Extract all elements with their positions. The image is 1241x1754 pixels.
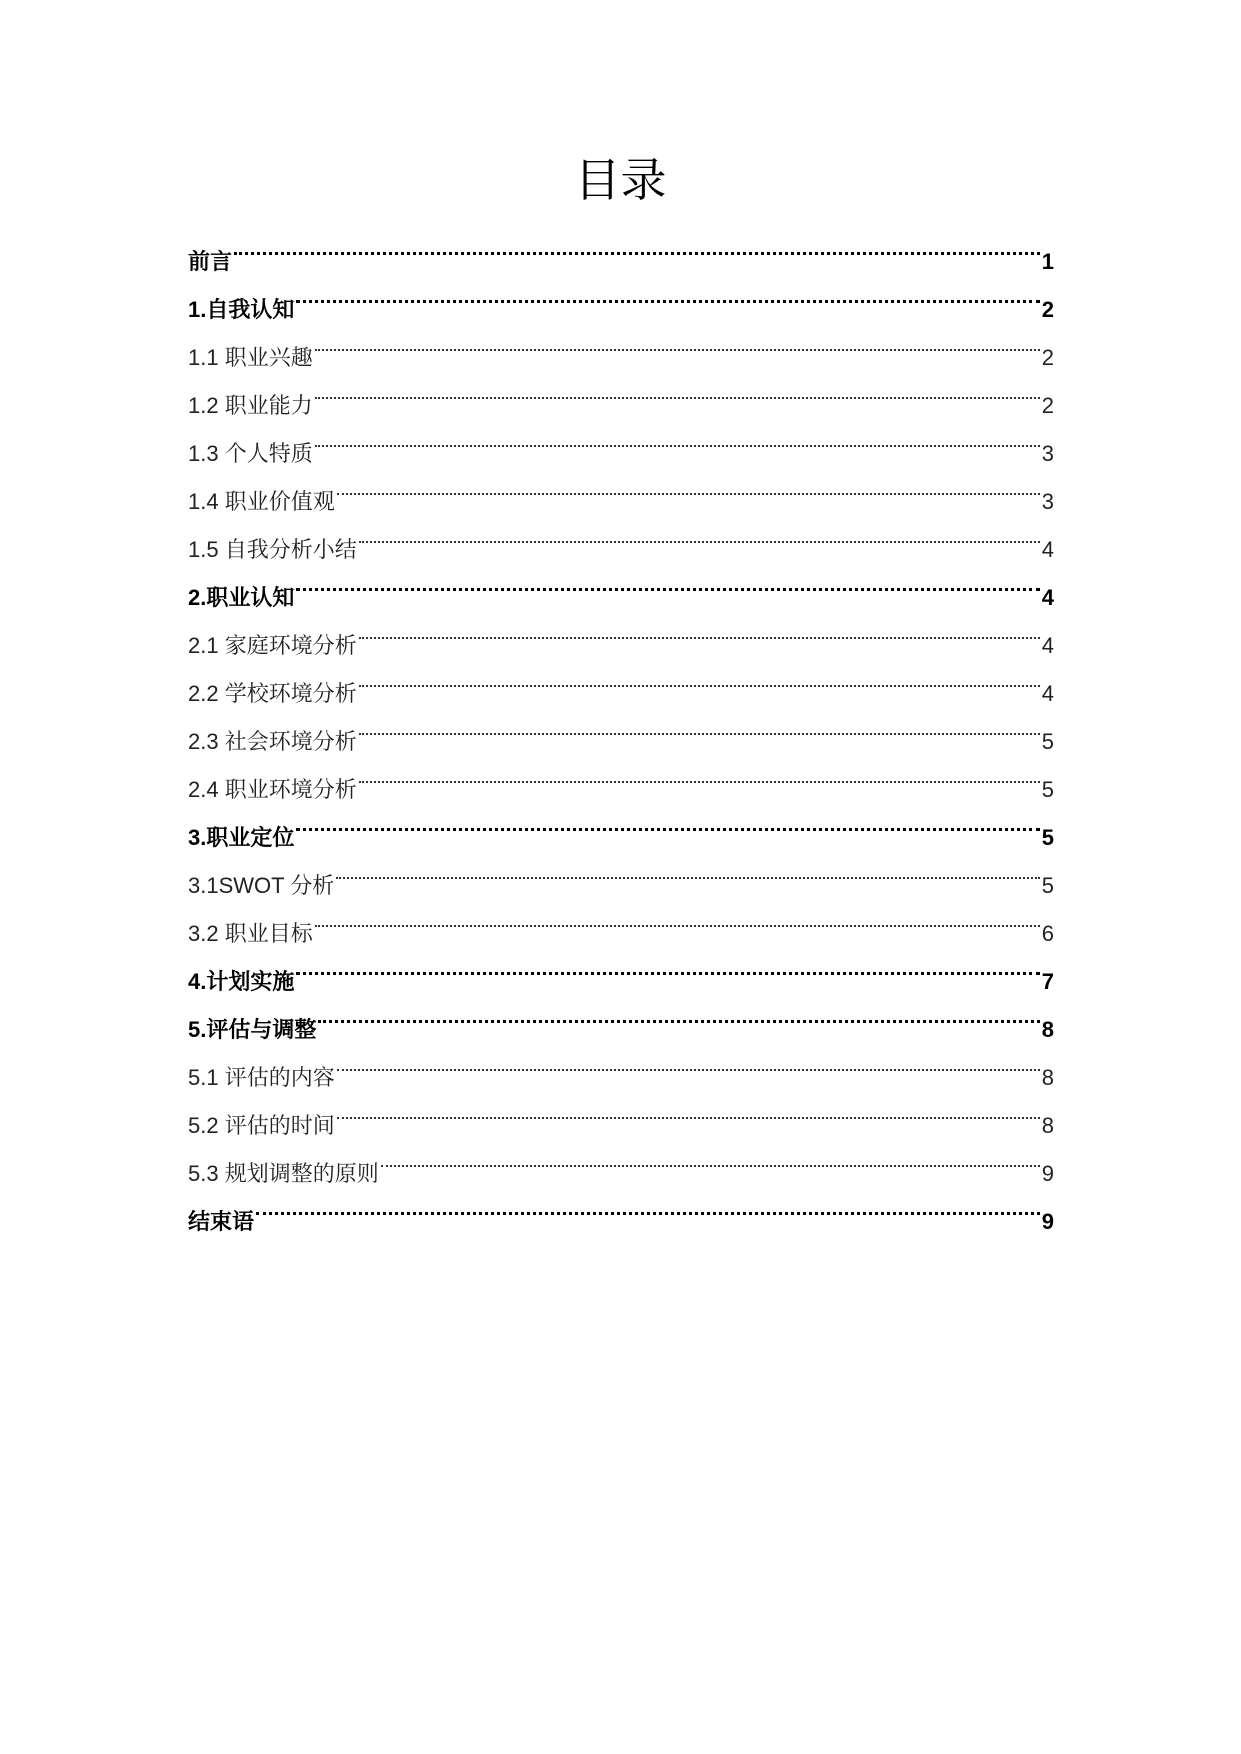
dot-leader (359, 749, 1040, 797)
toc-entry[interactable] (188, 365, 1054, 418)
dot-leader (359, 509, 1040, 557)
toc-entry[interactable] (188, 893, 1054, 946)
toc-entry[interactable] (188, 221, 1054, 274)
toc-entry-page-number: 6 (1041, 921, 1054, 946)
dot-leader (318, 989, 1039, 1037)
toc-entry-page-number: 8 (1041, 1017, 1054, 1042)
dot-leader (381, 1133, 1040, 1181)
toc-entry-label: 1.1 职业兴趣 (188, 345, 313, 370)
toc-entry-label: 2.3 社会环境分析 (188, 729, 357, 754)
toc-entry-page-number: 4 (1041, 681, 1054, 706)
toc-entry[interactable] (188, 1181, 1054, 1234)
toc-entry-page-number: 5 (1041, 729, 1054, 754)
dot-leader (296, 269, 1039, 317)
toc-entry-label: 1.5 自我分析小结 (188, 537, 357, 562)
toc-entry-label: 4.计划实施 (188, 969, 295, 994)
dot-leader (296, 941, 1039, 989)
toc-entry-page-number: 3 (1041, 489, 1054, 514)
toc-entry-page-number: 8 (1041, 1113, 1054, 1138)
dot-leader (359, 653, 1040, 701)
dot-leader (256, 1181, 1040, 1229)
dot-leader (337, 1037, 1040, 1085)
toc-entry-label: 前言 (188, 249, 233, 274)
toc-entry-page-number: 2 (1041, 297, 1054, 322)
dot-leader (296, 557, 1039, 605)
toc-entry[interactable] (188, 1037, 1054, 1090)
toc-entry[interactable] (188, 941, 1054, 994)
dot-leader (336, 845, 1039, 893)
toc-entry[interactable] (188, 269, 1054, 322)
toc-entry-label: 2.职业认知 (188, 585, 295, 610)
toc-entry-page-number: 5 (1041, 825, 1054, 850)
toc-entry-label: 3.1SWOT 分析 (188, 873, 335, 898)
toc-entry-label: 5.2 评估的时间 (188, 1113, 335, 1138)
toc-entry-label: 3.2 职业目标 (188, 921, 313, 946)
toc-entry[interactable] (188, 989, 1054, 1042)
dot-leader (337, 1085, 1040, 1133)
dot-leader (359, 605, 1040, 653)
toc-entry-label: 1.4 职业价值观 (188, 489, 335, 514)
toc-entry-label: 2.2 学校环境分析 (188, 681, 357, 706)
dot-leader (315, 365, 1040, 413)
toc-entry-page-number: 7 (1041, 969, 1054, 994)
dot-leader (296, 797, 1039, 845)
toc-entry[interactable] (188, 605, 1054, 658)
dot-leader (315, 317, 1040, 365)
toc-entry-label: 1.2 职业能力 (188, 393, 313, 418)
toc-entry-label: 2.1 家庭环境分析 (188, 633, 357, 658)
toc-entry-label: 5.评估与调整 (188, 1017, 317, 1042)
toc-entry-label: 结束语 (188, 1209, 255, 1234)
toc-entry-page-number: 4 (1041, 537, 1054, 562)
toc-entry-page-number: 4 (1041, 633, 1054, 658)
toc-entry[interactable] (188, 413, 1054, 466)
toc-entry[interactable] (188, 797, 1054, 850)
toc-entry-page-number: 5 (1041, 873, 1054, 898)
toc-entry[interactable] (188, 845, 1054, 898)
dot-leader (315, 413, 1040, 461)
toc-entry[interactable] (188, 557, 1054, 610)
toc-entry-label: 3.职业定位 (188, 825, 295, 850)
toc-entry-label: 5.1 评估的内容 (188, 1065, 335, 1090)
toc-entry-page-number: 3 (1041, 441, 1054, 466)
toc-entry-label: 1.自我认知 (188, 297, 295, 322)
dot-leader (337, 461, 1040, 509)
toc-entry-page-number: 8 (1041, 1065, 1054, 1090)
table-of-contents (188, 221, 1054, 1234)
dot-leader (359, 701, 1040, 749)
page-title: 目录 (574, 154, 667, 206)
dot-leader (315, 893, 1040, 941)
dot-leader (234, 221, 1040, 269)
toc-entry[interactable] (188, 317, 1054, 370)
toc-entry-label: 2.4 职业环境分析 (188, 777, 357, 802)
toc-entry-label: 1.3 个人特质 (188, 441, 313, 466)
toc-entry-page-number: 1 (1041, 249, 1054, 274)
toc-entry-page-number: 2 (1041, 345, 1054, 370)
toc-entry-page-number: 2 (1041, 393, 1054, 418)
toc-entry-page-number: 9 (1041, 1161, 1054, 1186)
toc-entry[interactable] (188, 461, 1054, 514)
toc-entry-label: 5.3 规划调整的原则 (188, 1161, 379, 1186)
toc-entry-page-number: 9 (1041, 1209, 1054, 1234)
toc-entry-page-number: 4 (1041, 585, 1054, 610)
toc-entry-page-number: 5 (1041, 777, 1054, 802)
